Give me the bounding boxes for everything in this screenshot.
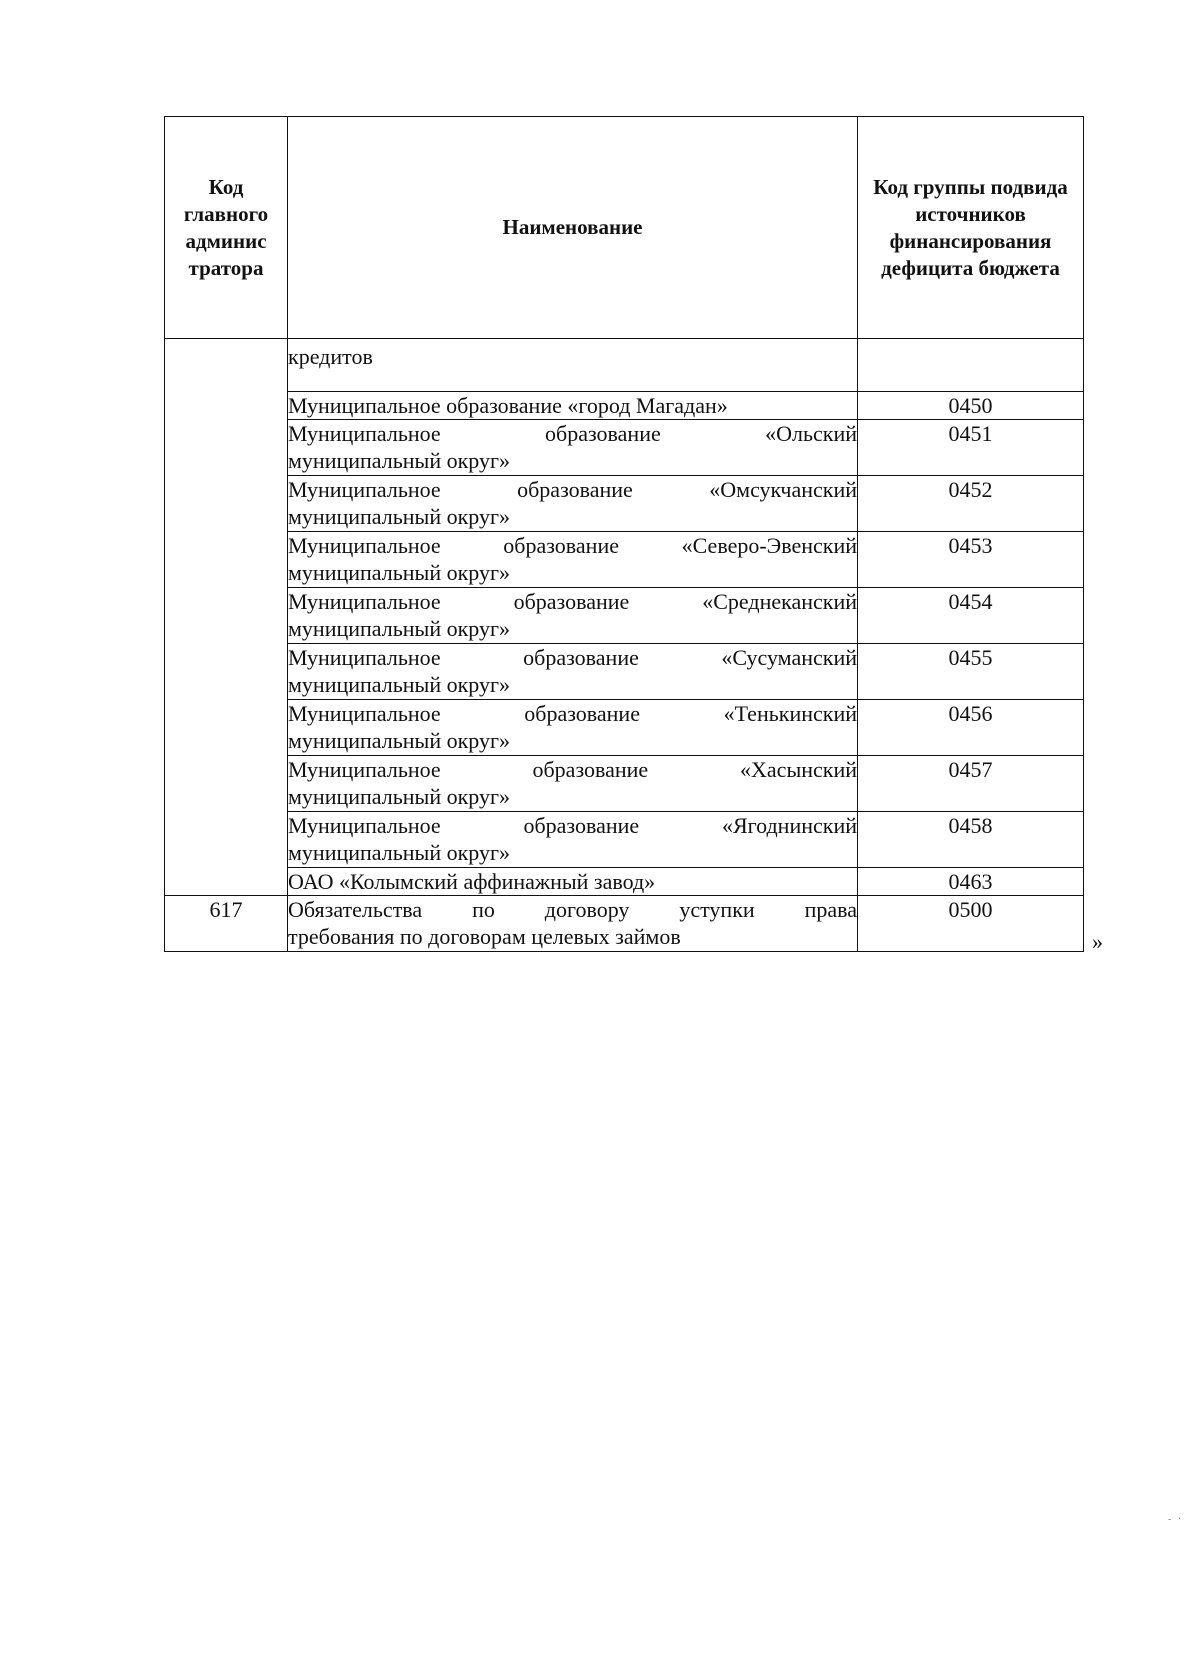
name-cell bbox=[288, 476, 858, 532]
table-row bbox=[165, 896, 1084, 952]
name-line: Муниципальное образование «город Магадан» bbox=[288, 393, 728, 418]
name-line: Муниципальное образование «Сусуманский bbox=[288, 645, 857, 670]
name-line: ОАО «Колымский аффинажный завод» bbox=[288, 869, 656, 894]
code-cell: 0500 bbox=[858, 896, 1084, 952]
table-row bbox=[165, 532, 1084, 588]
budget-sources-table bbox=[164, 116, 1084, 952]
name-cell bbox=[288, 868, 858, 896]
code-cell: 0453 bbox=[858, 532, 1084, 588]
name-cell bbox=[288, 896, 858, 952]
name-cell bbox=[288, 756, 858, 812]
table-header-row bbox=[165, 117, 1084, 339]
code-cell bbox=[858, 339, 1084, 392]
name-cell bbox=[288, 532, 858, 588]
table-row bbox=[165, 420, 1084, 476]
name-line: муниципальный округ» bbox=[288, 504, 511, 529]
table-row bbox=[165, 700, 1084, 756]
admin-code-cell: 617 bbox=[165, 896, 288, 952]
code-cell: 0457 bbox=[858, 756, 1084, 812]
name-line: Муниципальное образование «Хасынский bbox=[288, 757, 857, 782]
code-cell: 0450 bbox=[858, 392, 1084, 420]
name-line: требования по договорам целевых займов bbox=[288, 924, 681, 949]
table-row bbox=[165, 588, 1084, 644]
name-line: муниципальный округ» bbox=[288, 448, 511, 473]
header-admin-code: Код главного админис тратора bbox=[165, 117, 288, 339]
name-line: Муниципальное образование «Северо-Эвенский bbox=[288, 533, 857, 558]
name-line: Муниципальное образование «Тенькинский bbox=[288, 701, 857, 726]
name-line: муниципальный округ» bbox=[288, 728, 511, 753]
admin-code-cell-empty bbox=[165, 339, 288, 896]
code-cell: 0455 bbox=[858, 644, 1084, 700]
table-row bbox=[165, 644, 1084, 700]
table-row bbox=[165, 392, 1084, 420]
name-cell bbox=[288, 700, 858, 756]
table-row bbox=[165, 476, 1084, 532]
code-cell: 0451 bbox=[858, 420, 1084, 476]
scan-artifact: ‐ · bbox=[1168, 1514, 1184, 1525]
table-row bbox=[165, 868, 1084, 896]
code-cell: 0458 bbox=[858, 812, 1084, 868]
name-cell bbox=[288, 420, 858, 476]
table-row bbox=[165, 756, 1084, 812]
name-line: Муниципальное образование «Ягоднинский bbox=[288, 813, 857, 838]
name-line: муниципальный округ» bbox=[288, 840, 511, 865]
name-line: муниципальный округ» bbox=[288, 560, 511, 585]
table-row bbox=[165, 812, 1084, 868]
header-name: Наименование bbox=[288, 117, 858, 339]
code-cell: 0456 bbox=[858, 700, 1084, 756]
name-line: муниципальный округ» bbox=[288, 616, 511, 641]
name-cell bbox=[288, 588, 858, 644]
table-row-continuation bbox=[165, 339, 1084, 392]
name-line: Муниципальное образование «Омсукчанский bbox=[288, 477, 857, 502]
name-cell bbox=[288, 644, 858, 700]
header-group-code: Код группы подвида источников финансирования дефицита бюджета bbox=[858, 117, 1084, 339]
code-cell: 0463 bbox=[858, 868, 1084, 896]
name-line: муниципальный округ» bbox=[288, 672, 511, 697]
name-line: муниципальный округ» bbox=[288, 784, 511, 809]
name-cell bbox=[288, 392, 858, 420]
name-cell: кредитов bbox=[288, 339, 858, 392]
name-line: Обязательства по договору уступки права bbox=[288, 897, 857, 922]
code-cell: 0454 bbox=[858, 588, 1084, 644]
closing-quote: » bbox=[1092, 929, 1103, 954]
code-cell: 0452 bbox=[858, 476, 1084, 532]
name-line: Муниципальное образование «Ольский bbox=[288, 421, 857, 446]
name-cell bbox=[288, 812, 858, 868]
name-line: Муниципальное образование «Среднеканский bbox=[288, 589, 857, 614]
